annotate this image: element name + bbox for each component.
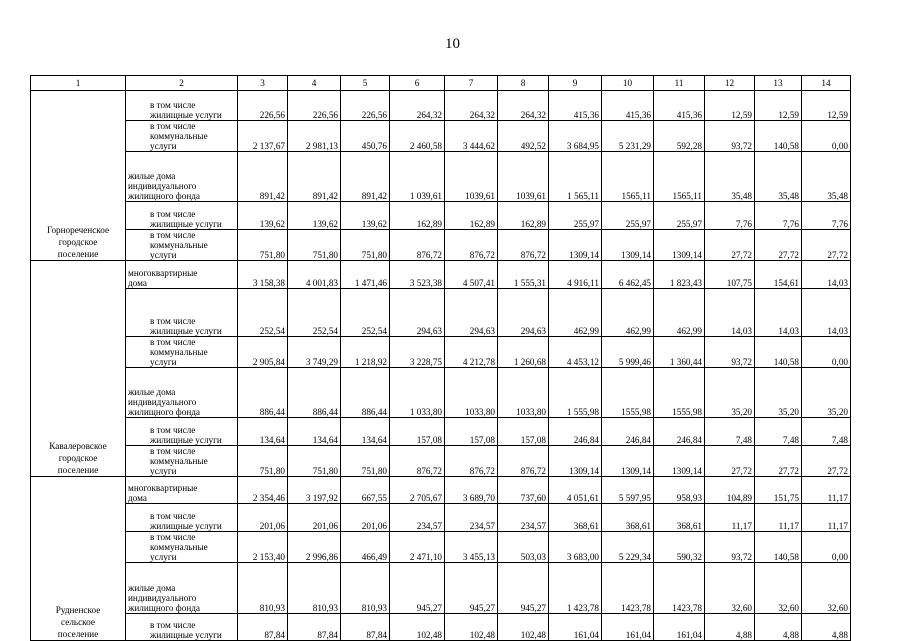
value-cell: 162,89 bbox=[445, 202, 498, 230]
value-cell: 751,80 bbox=[238, 446, 288, 477]
table-row bbox=[31, 202, 851, 230]
value-cell: 161,04 bbox=[654, 614, 705, 641]
value-cell: 4,88 bbox=[705, 614, 755, 641]
value-cell: 87,84 bbox=[341, 614, 390, 641]
region-cell: Горнореченское городское поселение bbox=[31, 91, 126, 261]
value-cell: 201,06 bbox=[238, 504, 288, 532]
table-row bbox=[31, 418, 851, 446]
value-cell: 3 455,13 bbox=[445, 532, 498, 563]
value-cell: 134,64 bbox=[341, 418, 390, 446]
category-cell: жилые дома индивидуального жилищного фонда bbox=[126, 152, 238, 202]
value-cell: 945,27 bbox=[498, 563, 549, 614]
value-cell: 3 689,70 bbox=[445, 477, 498, 504]
value-cell: 151,75 bbox=[755, 477, 802, 504]
value-cell: 246,84 bbox=[602, 418, 654, 446]
value-cell: 1 033,80 bbox=[390, 368, 445, 418]
value-cell: 876,72 bbox=[390, 230, 445, 261]
value-cell: 140,58 bbox=[755, 121, 802, 152]
category-cell: в том числе коммунальные услуги bbox=[126, 337, 238, 368]
value-cell: 32,60 bbox=[755, 563, 802, 614]
value-cell: 157,08 bbox=[390, 418, 445, 446]
column-header-3: 3 bbox=[238, 76, 288, 91]
value-cell: 3 228,75 bbox=[390, 337, 445, 368]
value-cell: 667,55 bbox=[341, 477, 390, 504]
value-cell: 3 749,29 bbox=[288, 337, 341, 368]
value-cell: 945,27 bbox=[445, 563, 498, 614]
value-cell: 4 212,78 bbox=[445, 337, 498, 368]
table-row bbox=[31, 477, 851, 504]
value-cell: 234,57 bbox=[498, 504, 549, 532]
value-cell: 1 218,92 bbox=[341, 337, 390, 368]
value-cell: 27,72 bbox=[802, 446, 851, 477]
value-cell: 1033,80 bbox=[498, 368, 549, 418]
value-cell: 252,54 bbox=[288, 289, 341, 337]
value-cell: 1 471,46 bbox=[341, 261, 390, 289]
value-cell: 32,60 bbox=[705, 563, 755, 614]
value-cell: 4 453,12 bbox=[549, 337, 602, 368]
value-cell: 246,84 bbox=[549, 418, 602, 446]
value-cell: 27,72 bbox=[755, 230, 802, 261]
value-cell: 415,36 bbox=[602, 91, 654, 121]
column-header-9: 9 bbox=[549, 76, 602, 91]
value-cell: 11,17 bbox=[802, 504, 851, 532]
value-cell: 415,36 bbox=[654, 91, 705, 121]
value-cell: 234,57 bbox=[390, 504, 445, 532]
value-cell: 246,84 bbox=[654, 418, 705, 446]
value-cell: 0,00 bbox=[802, 532, 851, 563]
value-cell: 162,89 bbox=[498, 202, 549, 230]
value-cell: 450,76 bbox=[341, 121, 390, 152]
value-cell: 876,72 bbox=[445, 446, 498, 477]
value-cell: 958,93 bbox=[654, 477, 705, 504]
table-row bbox=[31, 504, 851, 532]
value-cell: 4,88 bbox=[755, 614, 802, 641]
value-cell: 1 039,61 bbox=[390, 152, 445, 202]
value-cell: 93,72 bbox=[705, 532, 755, 563]
value-cell: 1039,61 bbox=[445, 152, 498, 202]
value-cell: 1309,14 bbox=[654, 230, 705, 261]
value-cell: 27,72 bbox=[705, 446, 755, 477]
value-cell: 876,72 bbox=[445, 230, 498, 261]
value-cell: 134,64 bbox=[238, 418, 288, 446]
table-row bbox=[31, 121, 851, 152]
value-cell: 35,48 bbox=[755, 152, 802, 202]
value-cell: 93,72 bbox=[705, 121, 755, 152]
category-cell: жилые дома индивидуального жилищного фонда bbox=[126, 563, 238, 614]
value-cell: 4 051,61 bbox=[549, 477, 602, 504]
value-cell: 12,59 bbox=[705, 91, 755, 121]
value-cell: 27,72 bbox=[705, 230, 755, 261]
value-cell: 5 229,34 bbox=[602, 532, 654, 563]
value-cell: 2 981,13 bbox=[288, 121, 341, 152]
column-header-6: 6 bbox=[390, 76, 445, 91]
value-cell: 1 823,43 bbox=[654, 261, 705, 289]
value-cell: 7,48 bbox=[802, 418, 851, 446]
value-cell: 294,63 bbox=[445, 289, 498, 337]
column-header-13: 13 bbox=[755, 76, 802, 91]
region-cell: Кавалеровское городское поселение bbox=[31, 261, 126, 477]
value-cell: 7,48 bbox=[755, 418, 802, 446]
value-cell: 3 683,00 bbox=[549, 532, 602, 563]
value-cell: 1555,98 bbox=[654, 368, 705, 418]
value-cell: 294,63 bbox=[390, 289, 445, 337]
column-header-2: 2 bbox=[126, 76, 238, 91]
value-cell: 140,58 bbox=[755, 532, 802, 563]
value-cell: 139,62 bbox=[341, 202, 390, 230]
value-cell: 1 565,11 bbox=[549, 152, 602, 202]
value-cell: 104,89 bbox=[705, 477, 755, 504]
value-cell: 810,93 bbox=[341, 563, 390, 614]
value-cell: 255,97 bbox=[602, 202, 654, 230]
value-cell: 35,20 bbox=[755, 368, 802, 418]
value-cell: 810,93 bbox=[238, 563, 288, 614]
value-cell: 1 555,31 bbox=[498, 261, 549, 289]
value-cell: 1 360,44 bbox=[654, 337, 705, 368]
column-header-7: 7 bbox=[445, 76, 498, 91]
table-row bbox=[31, 289, 851, 337]
category-cell: жилые дома индивидуального жилищного фонда bbox=[126, 368, 238, 418]
tariff-table bbox=[30, 75, 851, 641]
value-cell: 12,59 bbox=[802, 91, 851, 121]
table-row bbox=[31, 91, 851, 121]
value-cell: 751,80 bbox=[341, 230, 390, 261]
value-cell: 1423,78 bbox=[602, 563, 654, 614]
value-cell: 1 260,68 bbox=[498, 337, 549, 368]
value-cell: 945,27 bbox=[390, 563, 445, 614]
category-cell: в том числе жилищные услуги bbox=[126, 504, 238, 532]
value-cell: 886,44 bbox=[288, 368, 341, 418]
value-cell: 87,84 bbox=[238, 614, 288, 641]
category-cell: многоквартирные дома bbox=[126, 477, 238, 504]
value-cell: 3 523,38 bbox=[390, 261, 445, 289]
category-cell: многоквартирные дома bbox=[126, 261, 238, 289]
value-cell: 592,28 bbox=[654, 121, 705, 152]
table-row bbox=[31, 337, 851, 368]
value-cell: 2 705,67 bbox=[390, 477, 445, 504]
value-cell: 162,89 bbox=[390, 202, 445, 230]
category-cell: в том числе жилищные услуги bbox=[126, 202, 238, 230]
value-cell: 1423,78 bbox=[654, 563, 705, 614]
value-cell: 226,56 bbox=[238, 91, 288, 121]
category-cell: в том числе коммунальные услуги bbox=[126, 446, 238, 477]
value-cell: 1565,11 bbox=[654, 152, 705, 202]
value-cell: 5 999,46 bbox=[602, 337, 654, 368]
value-cell: 876,72 bbox=[390, 446, 445, 477]
value-cell: 5 231,29 bbox=[602, 121, 654, 152]
value-cell: 6 462,45 bbox=[602, 261, 654, 289]
value-cell: 14,03 bbox=[802, 289, 851, 337]
value-cell: 264,32 bbox=[498, 91, 549, 121]
value-cell: 161,04 bbox=[602, 614, 654, 641]
value-cell: 1309,14 bbox=[549, 230, 602, 261]
value-cell: 154,61 bbox=[755, 261, 802, 289]
value-cell: 14,03 bbox=[705, 289, 755, 337]
value-cell: 294,63 bbox=[498, 289, 549, 337]
column-header-10: 10 bbox=[602, 76, 654, 91]
value-cell: 102,48 bbox=[498, 614, 549, 641]
value-cell: 1309,14 bbox=[602, 230, 654, 261]
column-header-1: 1 bbox=[31, 76, 126, 91]
value-cell: 139,62 bbox=[288, 202, 341, 230]
category-cell: в том числе коммунальные услуги bbox=[126, 121, 238, 152]
table-row bbox=[31, 230, 851, 261]
value-cell: 5 597,95 bbox=[602, 477, 654, 504]
value-cell: 35,48 bbox=[705, 152, 755, 202]
value-cell: 4 507,41 bbox=[445, 261, 498, 289]
value-cell: 751,80 bbox=[288, 446, 341, 477]
page-number: 10 bbox=[445, 36, 460, 52]
value-cell: 886,44 bbox=[238, 368, 288, 418]
value-cell: 886,44 bbox=[341, 368, 390, 418]
value-cell: 751,80 bbox=[238, 230, 288, 261]
value-cell: 2 354,46 bbox=[238, 477, 288, 504]
value-cell: 252,54 bbox=[238, 289, 288, 337]
value-cell: 891,42 bbox=[238, 152, 288, 202]
value-cell: 102,48 bbox=[445, 614, 498, 641]
value-cell: 7,48 bbox=[705, 418, 755, 446]
value-cell: 368,61 bbox=[549, 504, 602, 532]
value-cell: 462,99 bbox=[654, 289, 705, 337]
value-cell: 11,17 bbox=[755, 504, 802, 532]
value-cell: 264,32 bbox=[390, 91, 445, 121]
value-cell: 737,60 bbox=[498, 477, 549, 504]
value-cell: 7,76 bbox=[755, 202, 802, 230]
value-cell: 462,99 bbox=[549, 289, 602, 337]
category-cell: в том числе коммунальные услуги bbox=[126, 230, 238, 261]
value-cell: 11,17 bbox=[802, 477, 851, 504]
value-cell: 234,57 bbox=[445, 504, 498, 532]
value-cell: 2 471,10 bbox=[390, 532, 445, 563]
value-cell: 590,32 bbox=[654, 532, 705, 563]
value-cell: 2 905,84 bbox=[238, 337, 288, 368]
header-row bbox=[31, 76, 851, 91]
table-row bbox=[31, 614, 851, 641]
table-row bbox=[31, 152, 851, 202]
category-cell: в том числе жилищные услуги bbox=[126, 418, 238, 446]
region-cell: Рудненское сельское поселение bbox=[31, 477, 126, 641]
table-row bbox=[31, 261, 851, 289]
value-cell: 1309,14 bbox=[654, 446, 705, 477]
value-cell: 140,58 bbox=[755, 337, 802, 368]
value-cell: 0,00 bbox=[802, 121, 851, 152]
value-cell: 810,93 bbox=[288, 563, 341, 614]
value-cell: 2 137,67 bbox=[238, 121, 288, 152]
value-cell: 7,76 bbox=[705, 202, 755, 230]
value-cell: 32,60 bbox=[802, 563, 851, 614]
value-cell: 415,36 bbox=[549, 91, 602, 121]
value-cell: 201,06 bbox=[341, 504, 390, 532]
table-row bbox=[31, 368, 851, 418]
value-cell: 503,03 bbox=[498, 532, 549, 563]
value-cell: 14,03 bbox=[755, 289, 802, 337]
column-header-4: 4 bbox=[288, 76, 341, 91]
value-cell: 2 153,40 bbox=[238, 532, 288, 563]
value-cell: 201,06 bbox=[288, 504, 341, 532]
value-cell: 4 001,83 bbox=[288, 261, 341, 289]
value-cell: 1039,61 bbox=[498, 152, 549, 202]
value-cell: 157,08 bbox=[498, 418, 549, 446]
value-cell: 368,61 bbox=[602, 504, 654, 532]
value-cell: 87,84 bbox=[288, 614, 341, 641]
category-cell: в том числе коммунальные услуги bbox=[126, 532, 238, 563]
value-cell: 157,08 bbox=[445, 418, 498, 446]
category-cell: в том числе жилищные услуги bbox=[126, 91, 238, 121]
value-cell: 1033,80 bbox=[445, 368, 498, 418]
column-header-8: 8 bbox=[498, 76, 549, 91]
column-header-14: 14 bbox=[802, 76, 851, 91]
value-cell: 11,17 bbox=[705, 504, 755, 532]
value-cell: 492,52 bbox=[498, 121, 549, 152]
column-header-11: 11 bbox=[654, 76, 705, 91]
value-cell: 368,61 bbox=[654, 504, 705, 532]
value-cell: 264,32 bbox=[445, 91, 498, 121]
value-cell: 12,59 bbox=[755, 91, 802, 121]
value-cell: 134,64 bbox=[288, 418, 341, 446]
value-cell: 0,00 bbox=[802, 337, 851, 368]
value-cell: 7,76 bbox=[802, 202, 851, 230]
value-cell: 3 197,92 bbox=[288, 477, 341, 504]
value-cell: 14,03 bbox=[802, 261, 851, 289]
value-cell: 4,88 bbox=[802, 614, 851, 641]
value-cell: 462,99 bbox=[602, 289, 654, 337]
value-cell: 255,97 bbox=[549, 202, 602, 230]
value-cell: 751,80 bbox=[341, 446, 390, 477]
value-cell: 35,20 bbox=[802, 368, 851, 418]
value-cell: 27,72 bbox=[755, 446, 802, 477]
value-cell: 4 916,11 bbox=[549, 261, 602, 289]
value-cell: 2 996,86 bbox=[288, 532, 341, 563]
value-cell: 1309,14 bbox=[549, 446, 602, 477]
column-header-5: 5 bbox=[341, 76, 390, 91]
value-cell: 35,20 bbox=[705, 368, 755, 418]
category-cell: в том числе жилищные услуги bbox=[126, 289, 238, 337]
value-cell: 751,80 bbox=[288, 230, 341, 261]
value-cell: 3 158,38 bbox=[238, 261, 288, 289]
value-cell: 252,54 bbox=[341, 289, 390, 337]
value-cell: 161,04 bbox=[549, 614, 602, 641]
category-cell: в том числе жилищные услуги bbox=[126, 614, 238, 641]
column-header-12: 12 bbox=[705, 76, 755, 91]
value-cell: 876,72 bbox=[498, 230, 549, 261]
table-row bbox=[31, 563, 851, 614]
value-cell: 107,75 bbox=[705, 261, 755, 289]
value-cell: 876,72 bbox=[498, 446, 549, 477]
value-cell: 139,62 bbox=[238, 202, 288, 230]
value-cell: 3 684,95 bbox=[549, 121, 602, 152]
value-cell: 1565,11 bbox=[602, 152, 654, 202]
value-cell: 466,49 bbox=[341, 532, 390, 563]
value-cell: 1 423,78 bbox=[549, 563, 602, 614]
value-cell: 27,72 bbox=[802, 230, 851, 261]
value-cell: 1309,14 bbox=[602, 446, 654, 477]
value-cell: 891,42 bbox=[341, 152, 390, 202]
value-cell: 2 460,58 bbox=[390, 121, 445, 152]
value-cell: 226,56 bbox=[341, 91, 390, 121]
table-row bbox=[31, 446, 851, 477]
value-cell: 102,48 bbox=[390, 614, 445, 641]
value-cell: 3 444,62 bbox=[445, 121, 498, 152]
value-cell: 35,48 bbox=[802, 152, 851, 202]
value-cell: 1 555,98 bbox=[549, 368, 602, 418]
value-cell: 891,42 bbox=[288, 152, 341, 202]
value-cell: 255,97 bbox=[654, 202, 705, 230]
value-cell: 226,56 bbox=[288, 91, 341, 121]
table-row bbox=[31, 532, 851, 563]
value-cell: 93,72 bbox=[705, 337, 755, 368]
value-cell: 1555,98 bbox=[602, 368, 654, 418]
